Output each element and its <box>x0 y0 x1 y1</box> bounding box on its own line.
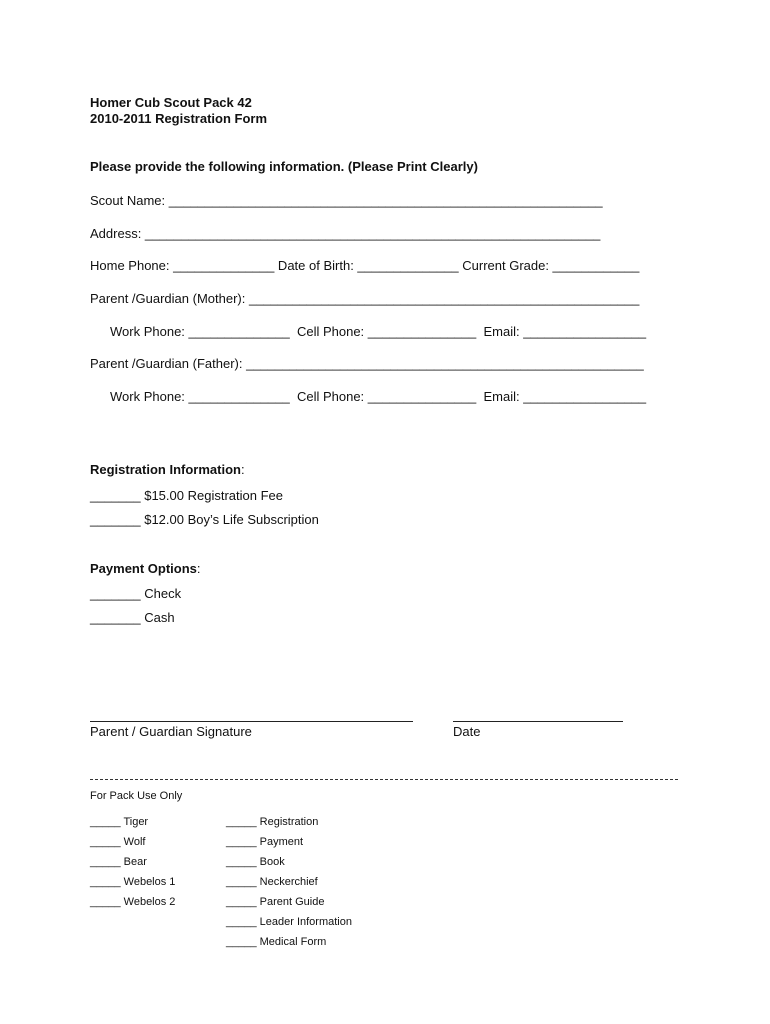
checklist-item[interactable]: _____ Neckerchief <box>226 876 318 888</box>
payment-heading: Payment Options: <box>90 561 201 576</box>
mother-guardian-field[interactable]: Parent /Guardian (Mother): ______________________________________________________ <box>90 291 640 306</box>
form-title: Homer Cub Scout Pack 42 <box>90 95 252 110</box>
date-label: Date <box>453 724 481 739</box>
checklist-item[interactable]: _____ Medical Form <box>226 936 327 948</box>
cut-line-divider <box>90 779 678 780</box>
date-line[interactable] <box>453 721 623 722</box>
checklist-item[interactable]: _____ Parent Guide <box>226 896 325 908</box>
rank-item[interactable]: _____ Webelos 1 <box>90 876 176 888</box>
signature-label: Parent / Guardian Signature <box>90 724 252 739</box>
father-contact-field[interactable]: Work Phone: ______________ Cell Phone: _______________ Email: _________________ <box>110 389 647 404</box>
rank-item[interactable]: _____ Wolf <box>90 836 146 848</box>
checklist-item[interactable]: _____ Book <box>226 856 285 868</box>
pack-use-heading: For Pack Use Only <box>90 790 183 802</box>
form-subtitle: 2010-2011 Registration Form <box>90 111 268 126</box>
address-field[interactable]: Address: _______________________________________________________________ <box>90 226 601 241</box>
payment-check-item[interactable]: _______ Check <box>90 586 182 601</box>
registration-fee-item[interactable]: _______ $15.00 Registration Fee <box>90 488 283 503</box>
rank-item[interactable]: _____ Webelos 2 <box>90 896 176 908</box>
boys-life-item[interactable]: _______ $12.00 Boy’s Life Subscription <box>90 512 319 527</box>
checklist-item[interactable]: _____ Registration <box>226 816 319 828</box>
registration-heading: Registration Information: <box>90 462 245 477</box>
checklist-item[interactable]: _____ Leader Information <box>226 916 352 928</box>
payment-cash-item[interactable]: _______ Cash <box>90 610 175 625</box>
rank-item[interactable]: _____ Bear <box>90 856 147 868</box>
rank-item[interactable]: _____ Tiger <box>90 816 149 828</box>
checklist-item[interactable]: _____ Payment <box>226 836 304 848</box>
signature-line[interactable] <box>90 721 413 722</box>
phone-birth-grade-field[interactable]: Home Phone: ______________ Date of Birth: ______________ Current Grade: ____________ <box>90 258 640 273</box>
instructions-text: Please provide the following information. (Please Print Clearly) <box>90 159 478 174</box>
mother-contact-field[interactable]: Work Phone: ______________ Cell Phone: _______________ Email: _________________ <box>110 324 647 339</box>
scout-name-field[interactable]: Scout Name: ____________________________________________________________ <box>90 193 603 208</box>
father-guardian-field[interactable]: Parent /Guardian (Father): _______________________________________________________ <box>90 356 644 371</box>
